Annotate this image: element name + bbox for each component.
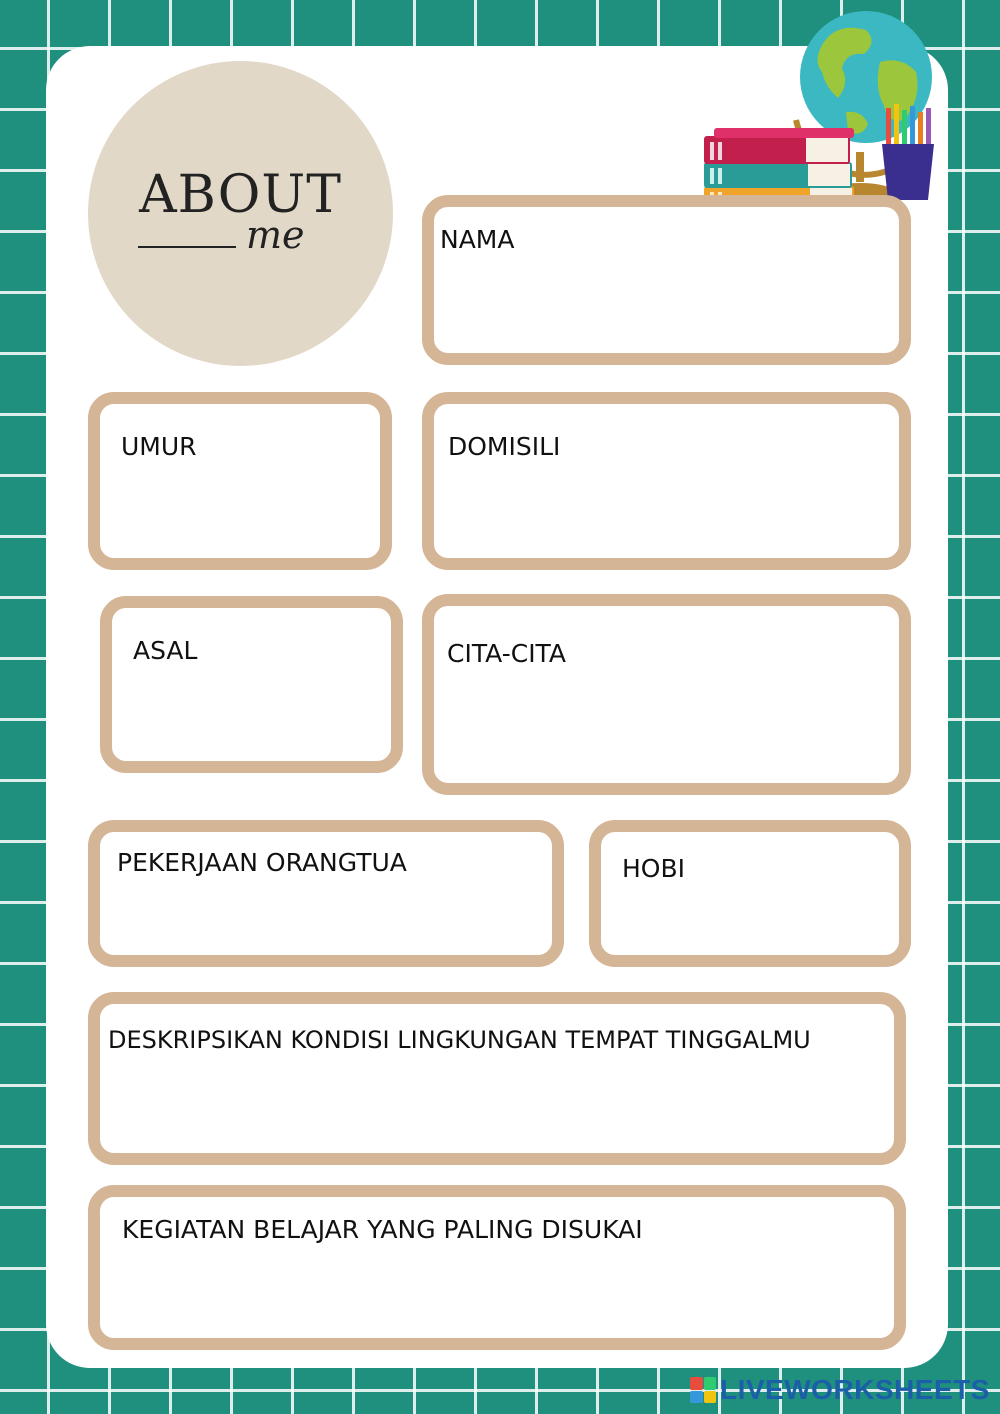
pekerjaan-orangtua-field[interactable] [88, 820, 564, 967]
cita-cita-label: CITA-CITA [447, 639, 566, 668]
about-subtitle: me [246, 213, 305, 257]
domisili-field[interactable] [422, 392, 911, 570]
kegiatan-belajar-field[interactable] [88, 1185, 906, 1350]
domisili-label: DOMISILI [448, 432, 561, 461]
umur-field[interactable] [88, 392, 392, 570]
hobi-label: HOBI [622, 854, 686, 883]
asal-field[interactable] [100, 596, 403, 773]
pencil-cup-icon [876, 104, 940, 204]
kegiatan-belajar-label: KEGIATAN BELAJAR YANG PALING DISUKAI [122, 1215, 643, 1244]
deskripsi-lingkungan-field[interactable] [88, 992, 906, 1165]
liveworksheets-watermark [690, 1370, 990, 1410]
about-me-badge [88, 61, 393, 366]
about-divider [138, 246, 236, 248]
cita-cita-field[interactable] [422, 594, 911, 795]
liveworksheets-logo-icon [690, 1377, 716, 1403]
watermark-text: LIVEWORKSHEETS [720, 1374, 990, 1405]
about-title: ABOUT [139, 165, 342, 225]
nama-label: NAMA [440, 225, 515, 254]
asal-label: ASAL [133, 636, 198, 665]
pekerjaan-orangtua-label: PEKERJAAN ORANGTUA [117, 848, 407, 877]
hobi-field[interactable] [589, 820, 911, 967]
deskripsi-lingkungan-label: DESKRIPSIKAN KONDISI LINGKUNGAN TEMPAT TINGGALMU [108, 1026, 811, 1054]
umur-label: UMUR [121, 432, 197, 461]
nama-field[interactable] [422, 195, 911, 365]
